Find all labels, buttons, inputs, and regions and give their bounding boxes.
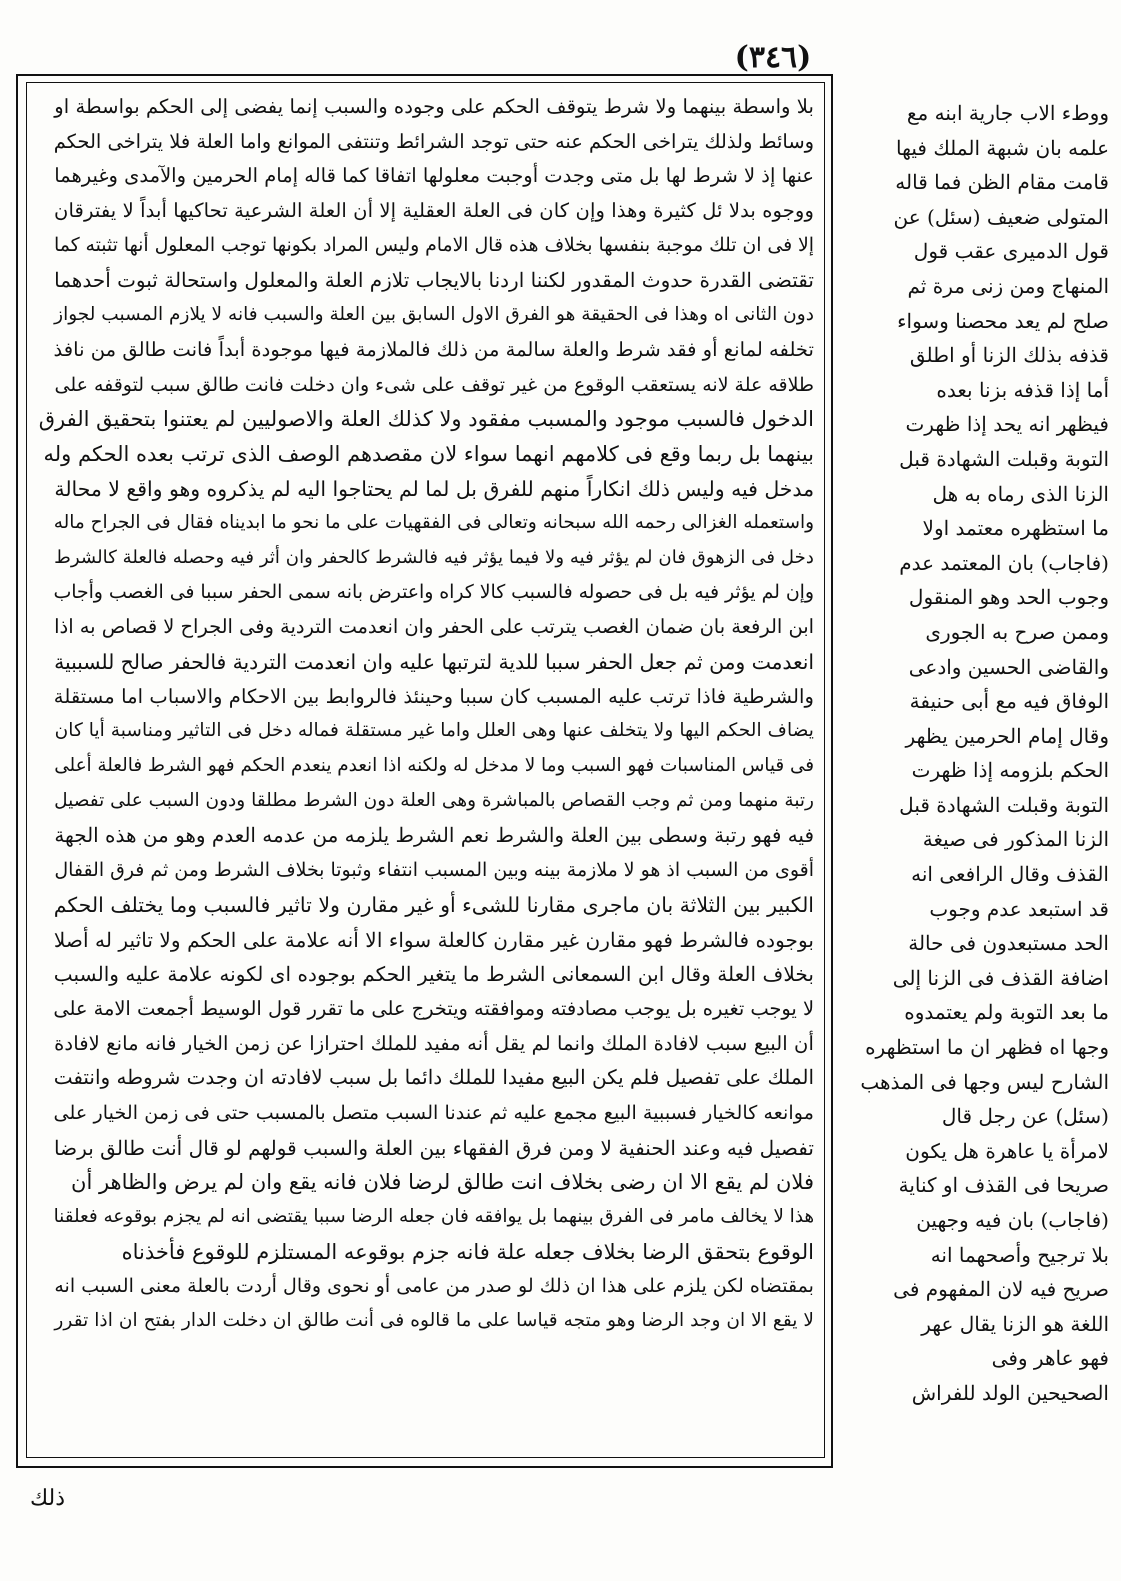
margin-text-line: التوبة وقبلت الشهادة قبل	[899, 792, 1109, 817]
main-text-line: بوجوده فالشرط فهو مقارن غير مقارن كالعلة سواء الا أنه علامة على الحكم ولا تاثير له أصلا	[53, 927, 814, 952]
margin-text-line: اللغة هو الزنا يقال عهر	[921, 1311, 1109, 1336]
main-text-line: مدخل فيه وليس ذلك انكاراً منهم للفرق بل لما لم يحتاجوا اليه لم يذكروه وهو واقع لا محالة	[54, 476, 814, 501]
margin-text-line: وممن صرح به الجورى	[925, 619, 1109, 644]
margin-text-line: المتولى ضعيف (سئل) عن	[893, 204, 1109, 229]
main-text-line: تخلفه لمانع أو فقد شرط والعلة سالمة من ذلك فالملازمة فيها موجودة أبداً فانت طالق من نافذ	[53, 337, 814, 361]
margin-text-line: الشارح ليس وجها فى المذهب	[860, 1069, 1109, 1094]
main-text-line: هذا لا يخالف مامر فى الفرق بينهما بل يوافقه فان جعله الرضا سببا يقتضى انه لم يجزم بوقوعه فعلقنا	[53, 1206, 814, 1227]
main-text-line: تفصيل فيه وعند الحنفية لا ومن فرق الفقهاء بين العلة والسبب قولهم لو قال أنت طالق برضا	[54, 1135, 814, 1160]
margin-text-line: الحد مستبعدون فى حالة	[908, 931, 1109, 956]
main-text-line: تقتضى القدرة حدوث المقدور لكننا اردنا بالايجاب تلازم العلة والمعلول واستحالة ثبوت أحدهما	[54, 268, 814, 293]
main-text-line: أن البيع سبب لافادة الملك وانما لم يقل أنه مفيد للملك احترازا عن زمن الخيار فانه مانع لافادة	[54, 1031, 814, 1055]
main-text-line: واستعمله الغزالى رحمه الله سبحانه وتعالى فى الفقهيات على ما نحو ما ابديناه فقال فى الجراح ماله	[53, 512, 814, 534]
main-text-line: والشرطية فاذا ترتب عليه المسبب كان سببا وحينئذ فالروابط بين الاحكام والاسباب اما مستقلة	[53, 684, 814, 708]
main-text-line: رتبة منهما ومن ثم وجب القصاص بالمباشرة وهى العلة دون الشرط مطلقا ودون السبب على تفصيل	[54, 789, 814, 811]
margin-text-line: ووطء الاب جارية ابنه مع	[906, 101, 1109, 125]
margin-text-line: الحكم بلزومه إذا ظهرت	[911, 758, 1109, 783]
catchword: ذلك	[30, 1486, 66, 1511]
main-text-line: الدخول فالسبب موجود والمسبب مفقود ولا كذلك العلة والاصوليين لم يعتنوا بتحقيق الفرق	[38, 407, 814, 432]
margin-text-line: اضافة القذف فى الزنا إلى	[892, 965, 1109, 990]
page-number: (٣٤٦)	[734, 40, 812, 75]
margin-text-line: فيظهر انه يحد إذا ظهرت	[905, 412, 1109, 437]
main-text-line: أقوى من السبب اذ هو لا ملازمة بينه وبين المسبب انتفاء وثبوتا بخلاف الشرط ومن ثم فرق القفال	[54, 859, 814, 882]
margin-text-line: القذف وقال الرافعى انه	[911, 862, 1109, 887]
margin-text-line: قامت مقام الظن فما قاله	[895, 170, 1109, 195]
main-text-line: بخلاف العلة وقال ابن السمعانى الشرط ما يتغير الحكم بوجوده اى لكونه علامة عليه والسبب	[53, 962, 814, 987]
margin-text-line: صريحا فى القذف او كناية	[898, 1173, 1109, 1198]
main-text-line: الكبير بين الثلاثة بان ماجرى مقارنا للشىء أو غير مقارن ولا تاثير فالسبب وما يختلف الحكم	[53, 892, 814, 917]
margin-text-line: قذفه بذلك الزنا أو اطلق	[909, 343, 1109, 368]
margin-text-line: قول الدميرى عقب قول	[913, 239, 1109, 264]
main-text-line: الوقوع بتحقق الرضا بخلاف جعله علة فانه جزم بوقوعه المستلزم للوقوع فأخذناه	[121, 1239, 814, 1264]
margin-text-line: (سئل) عن رجل قال	[941, 1104, 1109, 1129]
main-text-line: الملك على تفصيل فلم يكن البيع مفيدا للملك دائما بل سبب لافادته ان وجدت شروطه وانتفت	[53, 1066, 814, 1090]
main-text-line: لا يوجب تغيره بل يوجب مصادفته وموافقته ويتخرج على ما تقرر قول الوسيط أجمعت الامة على	[53, 996, 814, 1020]
margin-text-line: والقاضى الحسين وادعى	[908, 654, 1109, 679]
main-text-line: فيه فهو رتبة وسطى بين العلة والشرط نعم الشرط يلزمه من عدمه العدم وهو من هذه الجهة	[54, 823, 814, 848]
main-text-line: إلا فى ان تلك موجبة بنفسها بخلاف هذه قال الامام وليس المراد بكونها توجب المعلول أنها تثبته كما	[53, 234, 814, 256]
main-text-line: انعدمت ومن ثم جعل الحفر سببا للدية لترتبها عليه وان انعدمت التردية فالحفر صالح للسببية	[54, 650, 814, 674]
main-text-line: عنها إذ لا شرط لها بل متى وجدت أوجبت معلولها اتفاقا كما قاله إمام الحرمين والآمدى وغيرهما	[54, 164, 814, 188]
main-text-line: موانعه كالخيار فسببية البيع مجمع عليه ثم عندنا السبب متصل بالمسبب حتى فى زمن الخيار على	[53, 1100, 814, 1124]
margin-text-line: لامرأة يا عاهرة هل يكون	[905, 1138, 1109, 1163]
library-stamp	[842, 18, 1104, 84]
margin-text-line: فهو عاهر وفى	[991, 1346, 1109, 1371]
main-text-line: فلان لم يقع الا ان رضى بخلاف انت طالق لرضا فلان فانه يقع وان لم يرض والظاهر أن	[71, 1170, 814, 1195]
margin-text-line: وجها اه فظهر ان ما استظهره	[865, 1035, 1109, 1060]
margin-text-line: الصحيحين الولد للفراش	[911, 1380, 1109, 1405]
margin-text-line: ما استظهره معتمد اولا	[922, 516, 1109, 541]
main-text-line: لا يقع الا ان وجد الرضا وهو متجه قياسا على ما قالوه فى أنت طالق ان دخلت الدار بفتح ان اذا تقرر	[54, 1310, 814, 1332]
margin-text-line: الزنا المذكور فى صيغة	[922, 827, 1109, 852]
margin-text-line: قد استبعد عدم وجوب	[929, 896, 1109, 921]
margin-text-line: علمه بان شبهة الملك فيها	[896, 135, 1109, 160]
main-text-line: يضاف الحكم اليها ولا يتخلف عنها وهى العلل واما غير مستقلة فماله دخل فى التاثير ومناسبة أيا كان	[54, 720, 814, 742]
main-text-line: بمقتضاه لكن يلزم على هذا ان ذلك لو صدر من عامى أو نحوى وقال أردت بالعلة معنى السبب انه	[54, 1274, 814, 1298]
margin-text-line: صلح لم يعد محصنا وسواء	[897, 308, 1109, 333]
margin-text-line: أما إذا قذفه بزنا بعده	[936, 377, 1109, 402]
main-text-line: وسائط ولذلك يتراخى الحكم عنه حتى توجد الشرائط وتنتفى الموانع واما العلة فلا يتراخى الحكم	[53, 129, 814, 153]
main-text-line: بينهما بل ربما وقع فى كلامهم انهما سواء لان مقصدهم الوصف الذى ترتب بعده الحكم وله	[43, 441, 814, 466]
margin-text-line: وقال إمام الحرمين يظهر	[905, 723, 1109, 748]
margin-text-line: بلا ترجيح وأصحهما انه	[930, 1242, 1109, 1267]
margin-text-line: صريح فيه لان المفهوم فى	[893, 1277, 1109, 1302]
margin-text-line: ما بعد التوبة ولم يعتمدوه	[904, 1000, 1109, 1025]
main-text-line: دون الثانى اه وهذا فى الحقيقة هو الفرق الاول السابق بين العلة والسبب فانه لا يلازم المسبب لجواز	[54, 304, 814, 326]
margin-text-line: الوفاق فيه مع أبى حنيفة	[909, 689, 1109, 714]
main-text-line: طلاقه علة لانه يستعقب الوقوع من غير توقف على شىء وان دخلت فانت طالق سبب لتوقفه على	[54, 373, 814, 396]
main-text-line: دخل فى الزهوق فان لم يؤثر فيه ولا فيما يؤثر فيه فالشرط كالحفر وان أثر فيه وحصله فالعلة كالشرط	[54, 546, 814, 568]
main-text-line: بلا واسطة بينهما ولا شرط يتوقف الحكم على وجوده والسبب إنما يفضى إلى الحكم بواسطة او	[54, 95, 814, 118]
margin-text-line: التوبة وقبلت الشهادة قبل	[899, 446, 1109, 471]
margin-text-line: (فاجاب) بان فيه وجهين	[916, 1208, 1109, 1232]
margin-text-line: المنهاج ومن زنى مرة ثم	[907, 273, 1109, 298]
main-text-line: وإن لم يؤثر فيه بل فى حصوله فالسبب كالا كراه واعترض بانه سمى الحفر سببا فى الغصب وأجاب	[53, 581, 814, 603]
margin-commentary-column	[841, 96, 1109, 1472]
main-text-column	[38, 90, 814, 1460]
margin-text-line: (فاجاب) بان المعتمد عدم	[899, 550, 1109, 575]
margin-text-line: الزنا الذى رماه به هل	[932, 481, 1109, 506]
margin-text-line: وجوب الحد وهو المنقول	[908, 585, 1109, 610]
main-text-line: ابن الرفعة بان ضمان الغصب يترتب على الحفر وان انعدمت التردية وفى الجراح لا قصاص به اذا	[54, 615, 814, 639]
main-text-line: فى قياس المناسبات فهو السبب وما لا مدخل له ولكنه اذا انعدم ينعدم الحكم فهو الشرط فالعلة أعلى	[54, 755, 814, 777]
main-text-line: ووجوه بدلا ئل كثيرة وهذا وإن كان فى العلة العقلية إلا أن العلة الشرعية تحاكيها أبداً لا يفترقان	[54, 199, 814, 223]
